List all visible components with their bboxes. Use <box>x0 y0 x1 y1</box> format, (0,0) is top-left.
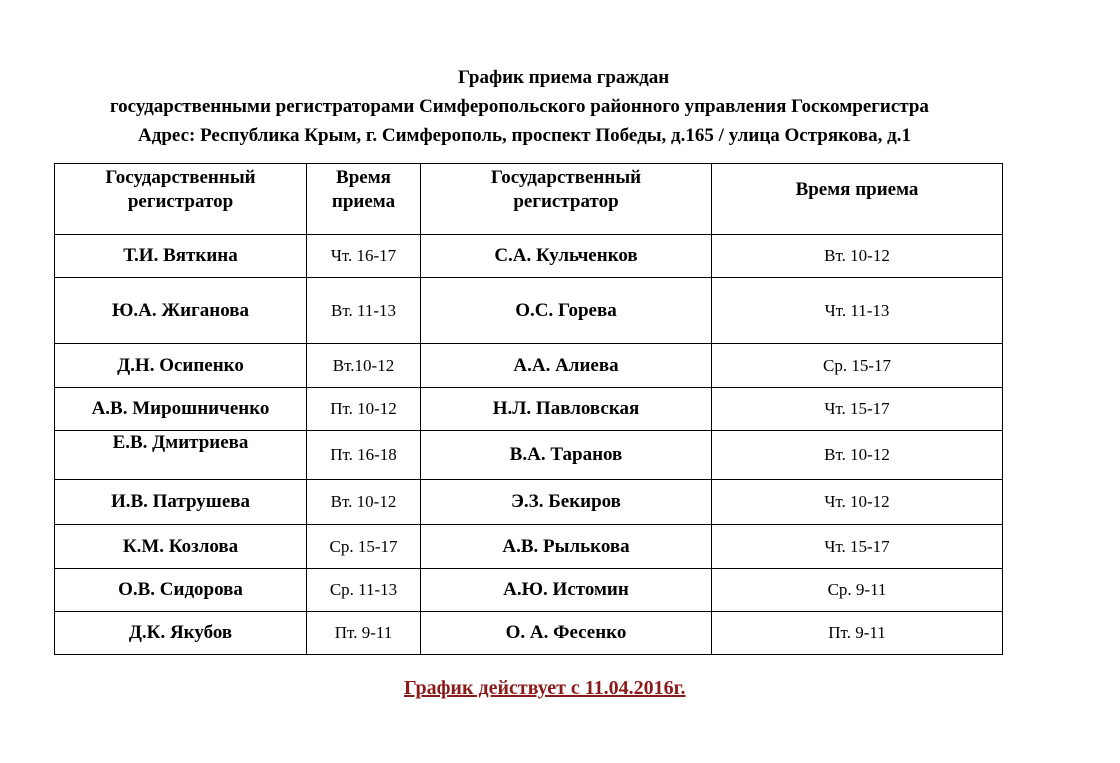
reception-time: Вт. 10-12 <box>712 431 1003 480</box>
table-row <box>55 388 1003 431</box>
registrar-name: Е.В. Дмитриева <box>55 431 307 480</box>
validity-note: График действует с 11.04.2016г. <box>404 677 686 699</box>
table-header-row <box>55 164 1003 235</box>
table-row <box>55 431 1003 480</box>
table-row <box>55 480 1003 525</box>
registrar-name: О.В. Сидорова <box>55 569 307 612</box>
header-time-2: Время приема <box>712 164 1003 235</box>
table-row <box>55 344 1003 388</box>
registrar-name: И.В. Патрушева <box>55 480 307 525</box>
reception-time: Пт. 9-11 <box>712 612 1003 655</box>
registrar-name: А.В. Мирошниченко <box>55 388 307 431</box>
reception-time: Ср. 9-11 <box>712 569 1003 612</box>
table-row <box>55 612 1003 655</box>
reception-time: Вт. 11-13 <box>307 278 421 344</box>
header-time-1: Время приема <box>307 164 421 235</box>
table-row <box>55 525 1003 569</box>
table-row <box>55 278 1003 344</box>
registrar-name: Ю.А. Жиганова <box>55 278 307 344</box>
registrar-name: Т.И. Вяткина <box>55 235 307 278</box>
header-registrar-1: Государственный регистратор <box>55 164 307 235</box>
registrar-name: Д.К. Якубов <box>55 612 307 655</box>
registrar-name: Э.З. Бекиров <box>421 480 712 525</box>
reception-time: Пт. 10-12 <box>307 388 421 431</box>
table-row <box>55 235 1003 278</box>
reception-time: Пт. 9-11 <box>307 612 421 655</box>
table-row <box>55 569 1003 612</box>
reception-time: Ср. 15-17 <box>307 525 421 569</box>
title-line-2: государственными регистраторами Симферопольского районного управления Госкомрегистра <box>110 96 929 117</box>
reception-time: Вт. 10-12 <box>712 235 1003 278</box>
registrar-name: В.А. Таранов <box>421 431 712 480</box>
registrar-name: А.Ю. Истомин <box>421 569 712 612</box>
reception-time: Чт. 16-17 <box>307 235 421 278</box>
title-line-1: График приема граждан <box>458 67 670 88</box>
reception-time: Чт. 15-17 <box>712 388 1003 431</box>
header-registrar-2: Государственный регистратор <box>421 164 712 235</box>
address-line: Адрес: Республика Крым, г. Симферополь, проспект Победы, д.165 / улица Острякова, д.1 <box>138 125 911 146</box>
reception-time: Вт. 10-12 <box>307 480 421 525</box>
reception-time: Чт. 10-12 <box>712 480 1003 525</box>
registrar-name: А.А. Алиева <box>421 344 712 388</box>
reception-time: Чт. 15-17 <box>712 525 1003 569</box>
registrar-name: С.А. Кульченков <box>421 235 712 278</box>
reception-time: Ср. 11-13 <box>307 569 421 612</box>
reception-time: Вт.10-12 <box>307 344 421 388</box>
reception-time: Пт. 16-18 <box>307 431 421 480</box>
reception-time: Чт. 11-13 <box>712 278 1003 344</box>
registrar-name: Н.Л. Павловская <box>421 388 712 431</box>
registrar-name: А.В. Рылькова <box>421 525 712 569</box>
schedule-table <box>54 163 1003 655</box>
registrar-name: К.М. Козлова <box>55 525 307 569</box>
registrar-name: О. А. Фесенко <box>421 612 712 655</box>
registrar-name: Д.Н. Осипенко <box>55 344 307 388</box>
reception-time: Ср. 15-17 <box>712 344 1003 388</box>
registrar-name: О.С. Горева <box>421 278 712 344</box>
